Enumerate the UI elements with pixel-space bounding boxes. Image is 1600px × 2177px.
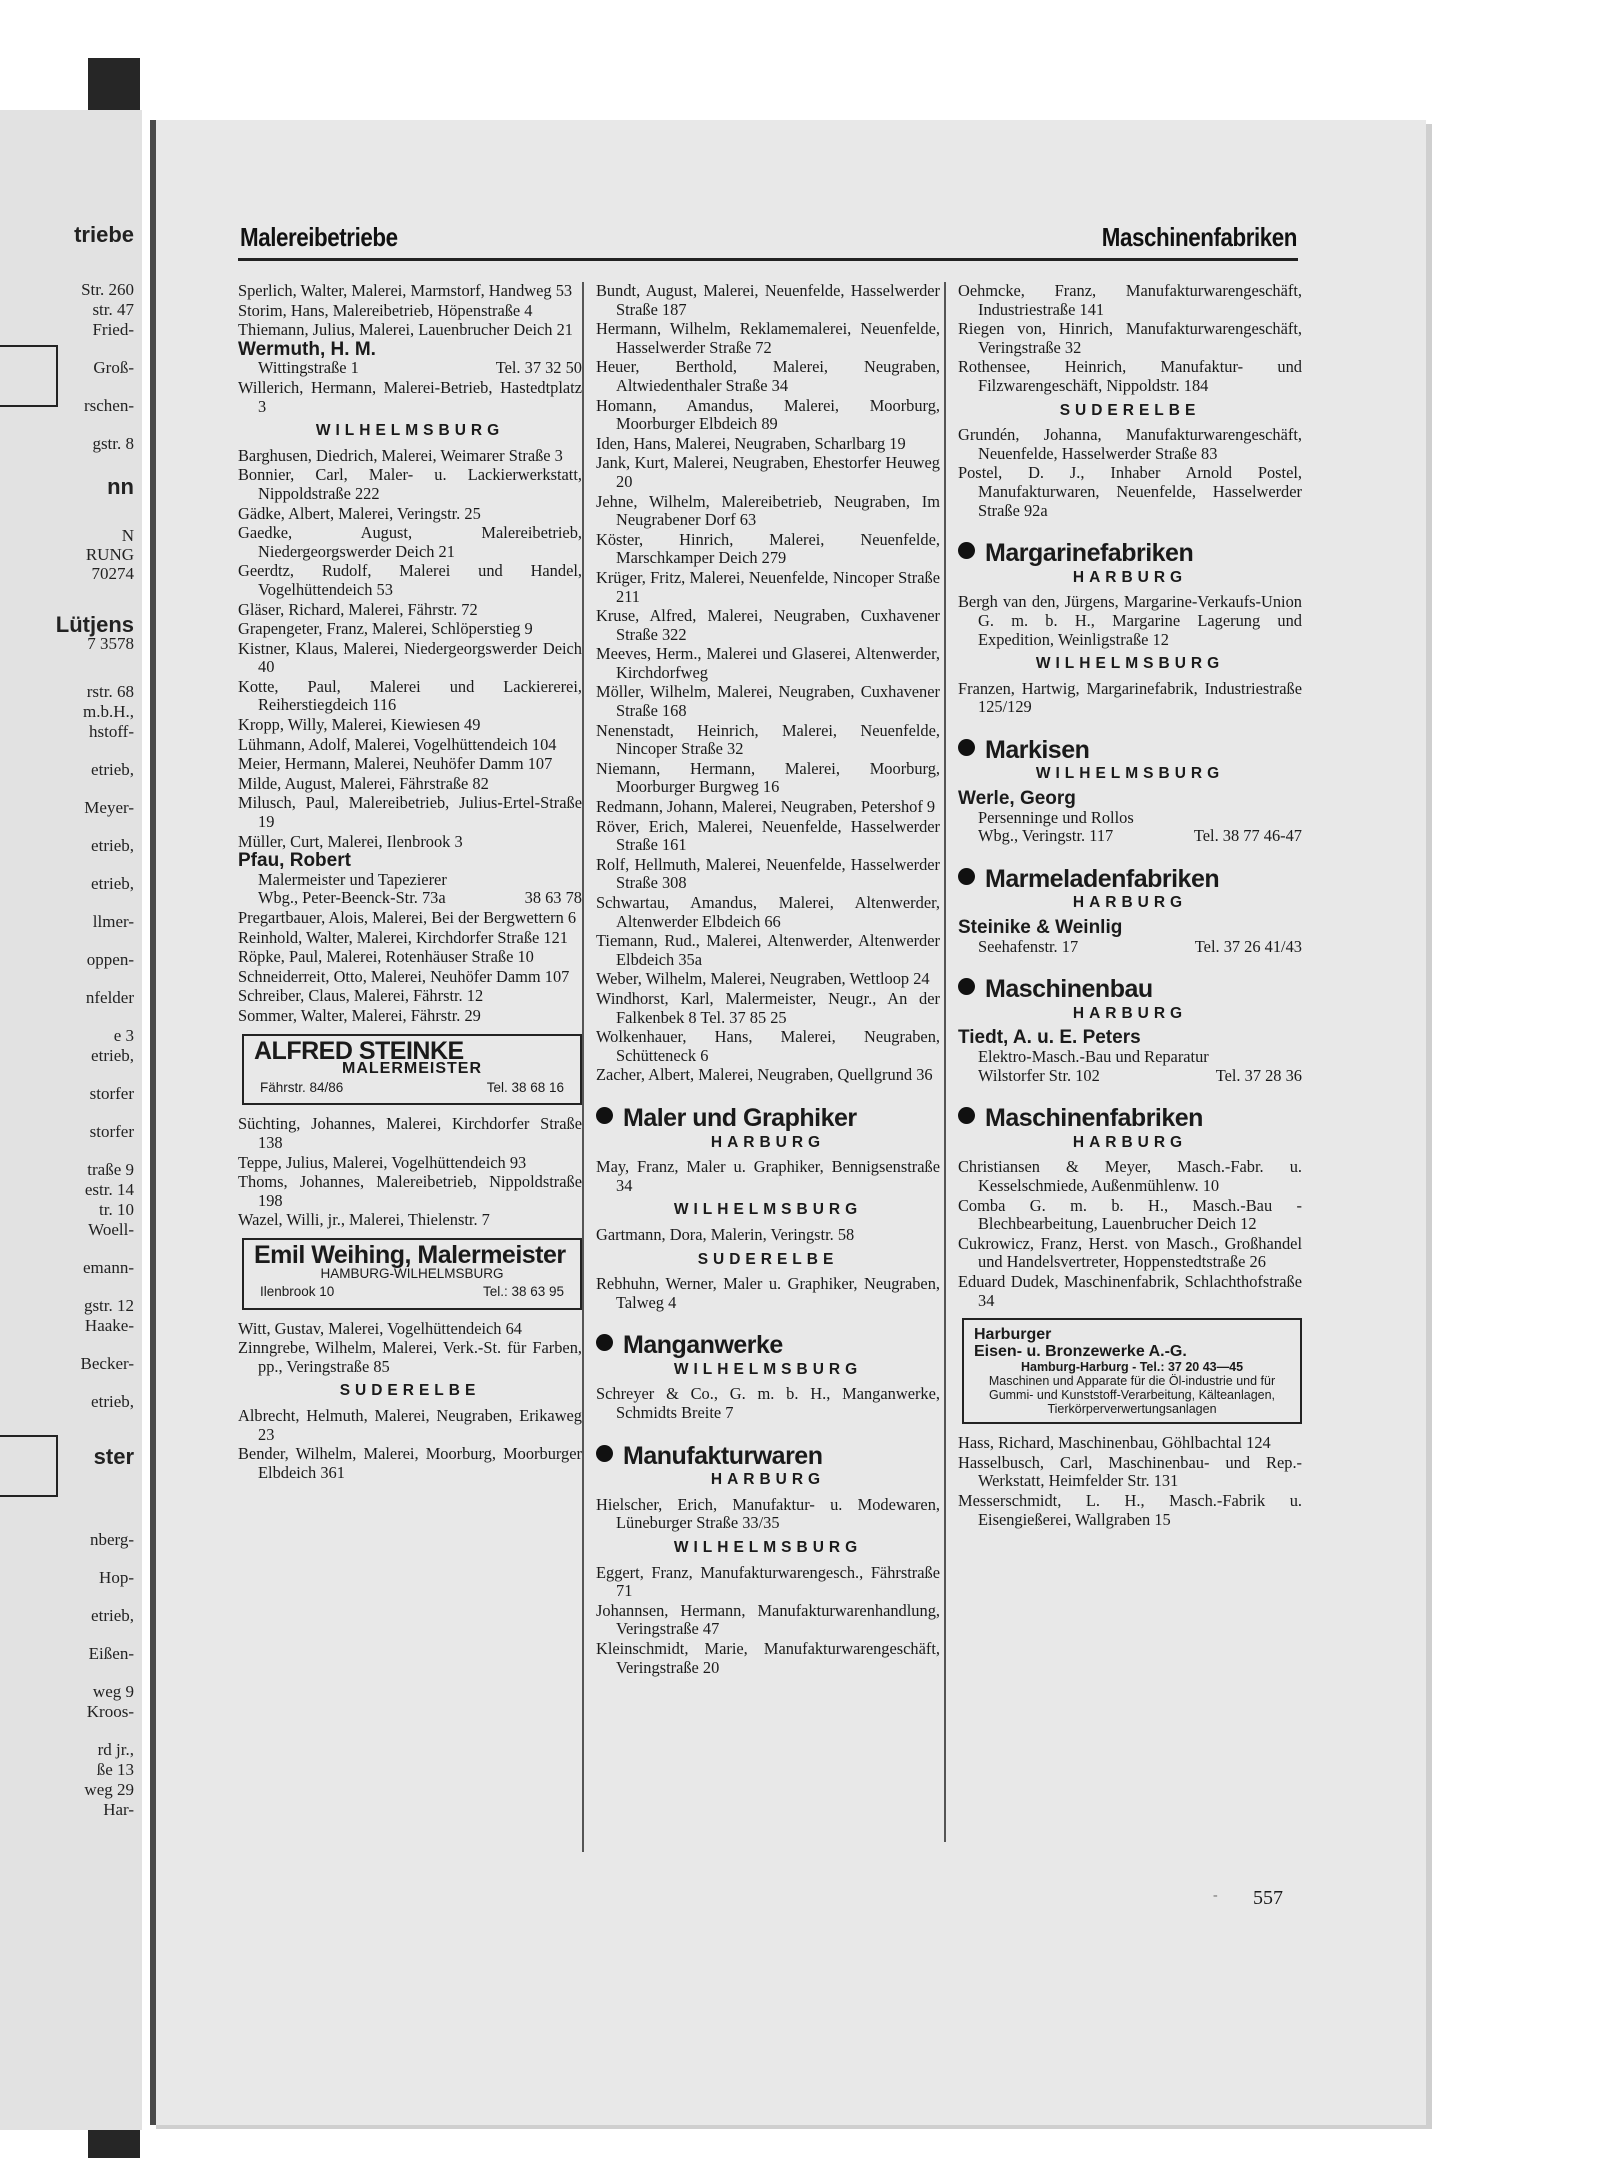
prev-page-fragment: weg 9 [92,1682,134,1701]
section-title: Markisen [985,735,1090,764]
section-heading [596,1331,940,1360]
directory-entry: Thoms, Johannes, Malereibetrieb, Nippoldstraße 198 [238,1172,582,1210]
prev-page-fragment: etrieb, [91,1046,134,1065]
prev-page-fragment: etrieb, [91,1606,134,1625]
region-heading: WILHELMSBURG [673,1201,863,1219]
region-heading: HARBURG [710,1133,826,1151]
section-heading [596,1103,940,1132]
directory-entry: Bergh van den, Jürgens, Margarine-Verkaufs-Union G. m. b. H., Margarine Lagerung und Expedition, Weinligstraße 12 [958,592,1302,649]
column-1 [238,282,582,1483]
prev-page-fragment: etrieb, [91,1392,134,1411]
section-heading [958,1104,1302,1133]
prev-page-fragment: ster [93,1444,134,1469]
directory-entry: Müller, Curt, Malerei, Ilenbrook 3 [238,831,463,851]
ad-company-name-line2: Eisen- u. Bronzewerke A.-G. [974,1343,1187,1361]
prev-page-fragment: weg 29 [84,1780,134,1799]
directory-entry: Teppe, Julius, Malerei, Vogelhüttendeich 93 [238,1152,527,1172]
directory-entry: Christiansen & Meyer, Masch.-Fabr. u. Kesselschmiede, Außenmühlenw. 10 [958,1157,1302,1195]
prev-page-fragment: Woell- [88,1220,134,1239]
advertiser-phone: Tel. 37 32 50 [495,358,582,378]
column-2 [596,282,940,1678]
advertiser-address: Wilstorfer Str. 102 [978,1065,1100,1085]
prev-page-fragment: Str. 260 [81,280,134,299]
directory-entry: Franzen, Hartwig, Margarinefabrik, Industriestraße 125/129 [958,678,1302,717]
region-heading: WILHELMSBURG [673,1539,863,1557]
header-rule [238,258,1298,261]
section-title: Maler und Graphiker [623,1103,857,1132]
advertiser-address: Seehafenstr. 17 [978,936,1079,956]
directory-entry: Gartmann, Dora, Malerin, Veringstr. 58 [596,1224,855,1244]
prev-page-fragment: str. 47 [92,300,134,319]
directory-entry: Grundén, Johanna, Manufakturwarengeschäft, Neuenfelde, Hasselwerder Straße 83 [958,425,1302,463]
directory-entry: Grapengeter, Franz, Malerei, Schlöperstieg 9 [238,619,533,639]
prev-page-fragment: rd jr., [97,1740,134,1759]
advertiser-description: Malermeister und Tapezierer [258,869,447,889]
directory-entry: Heuer, Berthold, Malerei, Neugraben, Altwiedenthaler Straße 34 [596,357,940,395]
advertiser-address-row [978,1067,1302,1086]
ad-phone: Tel.: 38 63 95 [482,1284,564,1300]
directory-entry: Barghusen, Diedrich, Malerei, Weimarer Straße 3 [238,445,563,465]
directory-entry: Eduard Dudek, Maschinenfabrik, Schlachthofstraße 34 [958,1271,1302,1310]
directory-entry: Köster, Hinrich, Malerei, Neuenfelde, Marschkamper Deich 279 [596,529,940,568]
directory-entry: Zinngrebe, Wilhelm, Malerei, Verk.-St. für Farben, pp., Veringstraße 85 [238,1338,582,1376]
prev-page-fragment: etrieb, [91,760,134,779]
section-title: Marmeladenfabriken [985,864,1220,893]
advertised-entry [958,790,1302,846]
section-title: Manufakturwaren [623,1441,823,1470]
section-title: Maschinenfabriken [985,1104,1203,1133]
directory-entry: Postel, D. J., Inhaber Arnold Postel, Manufakturwaren, Neuenfelde, Hasselwerder Straße 92a [958,463,1302,520]
ad-address: Ilenbrook 10 [260,1284,335,1300]
region-heading: SUDERELBE [339,1382,481,1400]
directory-entry: Schreyer & Co., G. m. b. H., Manganwerke, Schmidts Breite 7 [596,1384,940,1423]
advertiser-description: Elektro-Masch.-Bau und Reparatur [978,1047,1209,1066]
prev-page-fragment: N [121,526,134,545]
directory-entry: Krüger, Fritz, Malerei, Neuenfelde, Nincoper Straße 211 [596,567,940,606]
directory-entry: Comba G. m. b. H., Masch.-Bau - Blechbearbeitung, Lauenbrucher Deich 12 [958,1195,1302,1234]
prev-page-fragment: Fried- [92,320,134,339]
directory-entry: Gläser, Richard, Malerei, Fährstr. 72 [238,599,478,619]
prev-page-fragment: rschen- [83,396,134,415]
section-heading [958,864,1302,893]
prev-page-fragment: 70274 [91,564,134,583]
directory-entry: Riegen von, Hinrich, Manufakturwarengeschäft, Veringstraße 32 [958,319,1302,357]
directory-entry: Schneiderreit, Otto, Malerei, Neuhöfer Damm 107 [238,966,570,986]
directory-entry: Gädke, Albert, Malerei, Veringstr. 25 [238,503,481,523]
ad-contact: Hamburg-Harburg - Tel.: 37 20 43—45 [1020,1360,1244,1375]
advertiser-address: Wbg., Veringstr. 117 [978,826,1114,846]
advertiser-address: Wittingstraße 1 [258,358,359,378]
directory-entry: Homann, Amandus, Malerei, Moorburg, Moorburger Elbdeich 89 [596,395,940,434]
prev-ad-box [0,345,58,407]
directory-entry: Iden, Hans, Malerei, Neugraben, Scharlbarg 19 [596,433,906,453]
directory-entry: Cukrowicz, Franz, Herst. von Masch., Großhandel und Handelsvertreter, Hoppenstedtstraße 26 [958,1233,1302,1272]
ad-location: HAMBURG-WILHELMSBURG [320,1265,504,1281]
prev-page-fragment: llmer- [92,912,134,931]
section-title: Maschinenbau [985,975,1153,1004]
directory-entry: Tiemann, Rud., Malerei, Altenwerder, Altenwerder Elbdeich 35a [596,931,940,969]
directory-entry: Kruse, Alfred, Malerei, Neugraben, Cuxhavener Straße 322 [596,606,940,644]
advertiser-name: Steinike & Weinlig [958,917,1123,939]
directory-entry: Hielscher, Erich, Manufaktur- u. Modewaren, Lüneburger Straße 33/35 [596,1494,940,1533]
bullet-icon [958,739,975,756]
directory-entry: Röver, Erich, Malerei, Neuenfelde, Hasselwerder Straße 161 [596,816,940,855]
advertised-entry [238,338,582,378]
prev-ad-box [0,1435,58,1497]
advertiser-address-row [258,359,582,378]
section-heading [958,975,1302,1004]
advertiser-name: Tiedt, A. u. E. Peters [958,1027,1141,1049]
prev-page-fragment: triebe [74,222,134,247]
directory-entry: Hasselbusch, Carl, Maschinenbau- und Rep.-Werkstatt, Heimfelder Str. 131 [958,1452,1302,1491]
bullet-icon [596,1445,613,1462]
page-header-left: Malereibetriebe [240,222,398,252]
advertiser-description: Persenninge und Rollos [978,807,1134,827]
bullet-icon [596,1334,613,1351]
advertiser-name: Pfau, Robert [238,850,351,872]
prev-page-fragment: gstr. 8 [92,434,134,453]
region-heading: HARBURG [1072,1133,1188,1151]
directory-entry: Pregartbauer, Alois, Malerei, Bei der Bergwettern 6 [238,908,577,927]
column-divider [582,282,584,1852]
prev-page-fragment: Becker- [80,1354,134,1373]
advertised-entry [958,1029,1302,1085]
directory-entry: Windhorst, Karl, Malermeister, Neugr., An der Falkenbek 8 Tel. 37 85 25 [596,988,940,1027]
directory-entry: Johannsen, Hermann, Manufakturwarenhandlung, Veringstraße 47 [596,1600,940,1639]
ad-company-name: Emil Weihing, Malermeister [254,1240,566,1269]
region-heading: SUDERELBE [1059,401,1201,419]
directory-entry: Oehmcke, Franz, Manufakturwarengeschäft, Industriestraße 141 [958,281,1302,319]
directory-entry: Niemann, Hermann, Malerei, Moorburg, Moorburger Burgweg 16 [596,758,940,797]
prev-page-fragment: oppen- [86,950,134,969]
prev-page-fragment: hstoff- [88,722,134,741]
ad-contact-row [254,1079,570,1098]
region-heading: WILHELMSBURG [673,1360,863,1378]
directory-entry: Storim, Hans, Malereibetrieb, Höpenstraße 4 [238,300,533,320]
previous-page-edge [0,110,142,2130]
advertised-entry [238,852,582,908]
ad-address: Fährstr. 84/86 [260,1079,344,1095]
prev-page-fragment: Haake- [84,1316,134,1335]
section-title: Manganwerke [623,1331,783,1360]
bullet-icon [958,542,975,559]
directory-entry: Schwartau, Amandus, Malerei, Altenwerder, Altenwerder Elbdeich 66 [596,893,940,931]
bullet-icon [958,868,975,885]
directory-entry: Nenenstadt, Heinrich, Malerei, Neuenfelde, Nincoper Straße 32 [596,720,940,759]
advertised-entry [958,919,1302,956]
page-number: 557 [1253,1887,1283,1909]
bullet-icon [958,1107,975,1124]
prev-page-fragment: emann- [83,1258,134,1277]
directory-entry: Hermann, Wilhelm, Reklamemalerei, Neuenfelde, Hasselwerder Straße 72 [596,319,940,357]
prev-page-fragment: storfer [89,1084,134,1103]
section-heading [596,1441,940,1470]
directory-entry: Gaedke, August, Malereibetrieb, Niedergeorgswerder Deich 21 [238,523,582,561]
section-heading [958,735,1302,764]
prev-page-fragment: rstr. 68 [86,682,134,701]
prev-page-fragment: Groß- [93,358,134,377]
prev-page-fragment: ße 13 [96,1760,134,1779]
directory-entry: Wolkenhauer, Hans, Malerei, Neugraben, Schütteneck 6 [596,1027,940,1065]
section-heading [958,539,1302,568]
directory-entry: Rebhuhn, Werner, Maler u. Graphiker, Neugraben, Talweg 4 [596,1274,940,1312]
directory-entry: Witt, Gustav, Malerei, Vogelhüttendeich 64 [238,1318,522,1338]
bullet-icon [596,1107,613,1124]
advertiser-phone: Tel. 37 28 36 [1215,1065,1302,1085]
directory-entry: Möller, Wilhelm, Malerei, Neugraben, Cuxhavener Straße 168 [596,682,940,721]
directory-entry: Kistner, Klaus, Malerei, Niedergeorgswerder Deich 40 [238,638,582,677]
directory-entry: Redmann, Johann, Malerei, Neugraben, Petershof 9 [596,797,936,817]
advertiser-phone: 38 63 78 [524,888,582,908]
prev-page-fragment: storfer [89,1122,134,1141]
directory-entry: Schreiber, Claus, Malerei, Fährstr. 12 [238,986,484,1006]
directory-entry: Eggert, Franz, Manufakturwarengesch., Fährstraße 71 [596,1562,940,1601]
prev-page-fragment: etrieb, [91,836,134,855]
directory-entry: Meier, Hermann, Malerei, Neuhöfer Damm 107 [238,754,553,774]
directory-entry: Messerschmidt, L. H., Masch.-Fabrik u. Eisengießerei, Wallgraben 15 [958,1490,1302,1529]
prev-page-fragment: nberg- [89,1530,134,1549]
prev-page-fragment: Lütjens [55,612,134,637]
directory-entry: Lühmann, Adolf, Malerei, Vogelhüttendeich 104 [238,734,557,754]
column-3 [958,282,1302,1530]
page-header-right: Maschinenfabriken [1101,222,1297,252]
directory-entry: Kleinschmidt, Marie, Manufakturwarengeschäft, Veringstraße 20 [596,1639,940,1677]
advertisement-box [962,1318,1302,1424]
directory-entry: Kropp, Willy, Malerei, Kiewiesen 49 [238,715,481,735]
prev-page-fragment: tr. 10 [99,1200,134,1219]
directory-entry: Bundt, August, Malerei, Neuenfelde, Hasselwerder Straße 187 [596,281,940,319]
directory-entry: Reinhold, Walter, Malerei, Kirchdorfer Straße 121 [238,927,568,947]
directory-entry: Bender, Wilhelm, Malerei, Moorburg, Moorburger Elbdeich 361 [238,1444,582,1482]
directory-entry: Wazel, Willi, jr., Malerei, Thielenstr. 7 [238,1210,490,1230]
advertiser-name: Werle, Georg [958,788,1076,810]
directory-entry: Bonnier, Carl, Maler- u. Lackierwerkstatt, Nippoldstraße 222 [238,465,582,503]
directory-entry: Albrecht, Helmuth, Malerei, Neugraben, Erikaweg 23 [238,1406,582,1444]
prev-page-fragment: Hop- [99,1568,134,1587]
prev-page-fragment: Meyer- [84,798,134,817]
advertisement-box [242,1034,582,1106]
advertiser-address-row [258,889,582,908]
ad-contact-row [254,1283,570,1302]
directory-entry: Zacher, Albert, Malerei, Neugraben, Quellgrund 36 [596,1065,933,1085]
directory-entry: Röpke, Paul, Malerei, Rotenhäuser Straße 10 [238,947,534,967]
directory-entry: Sperlich, Walter, Malerei, Marmstorf, Handweg 53 [238,281,573,300]
prev-page-fragment: Kroos- [86,1702,134,1721]
prev-page-fragment: gstr. 12 [83,1296,134,1315]
ad-company-name: ALFRED STEINKE [254,1036,464,1065]
directory-entry: Milde, August, Malerei, Fährstraße 82 [238,773,489,793]
region-heading: WILHELMSBURG [315,422,505,440]
ad-description: Maschinen und Apparate für die Öl-industrie und für Gummi- und Kunststoff-Verarbeitung, Kälteanlagen, Tierkörperverwertungsanlagen [988,1374,1276,1417]
prev-page-fragment: Eißen- [88,1644,134,1663]
page-mark: ‐ [1213,1888,1218,1903]
directory-entry: Geerdtz, Rudolf, Malerei und Handel, Vogelhüttendeich 53 [238,561,582,599]
region-heading: HARBURG [1072,568,1188,586]
prev-page-fragment: nfelder [85,988,134,1007]
directory-entry: Süchting, Johannes, Malerei, Kirchdorfer Straße 138 [238,1114,582,1152]
directory-entry: Thiemann, Julius, Malerei, Lauenbrucher Deich 21 [238,320,573,340]
advertiser-address-row [978,938,1302,957]
directory-entry: Milusch, Paul, Malereibetrieb, Julius-Ertel-Straße 19 [238,793,582,832]
region-heading: HARBURG [1072,1004,1188,1022]
region-heading: SUDERELBE [697,1250,839,1268]
prev-page-fragment: estr. 14 [84,1180,134,1199]
directory-entry: Jank, Kurt, Malerei, Neugraben, Ehestorfer Heuweg 20 [596,453,940,491]
advertiser-phone: Tel. 37 26 41/43 [1194,936,1302,956]
advertiser-name: Wermuth, H. M. [238,338,376,360]
prev-page-fragment: e 3 [113,1026,134,1045]
region-heading: WILHELMSBURG [1035,765,1225,783]
advertiser-phone: Tel. 38 77 46-47 [1193,826,1302,846]
directory-entry: Willerich, Hermann, Malerei-Betrieb, Hastedtplatz 3 [238,377,582,416]
prev-page-fragment: 7 3578 [87,634,134,653]
directory-entry: Rothensee, Heinrich, Manufaktur- und Filzwarengeschäft, Nippoldstr. 184 [958,357,1302,395]
advertisement-box [242,1238,582,1310]
region-heading: WILHELMSBURG [1035,655,1225,673]
directory-entry: Meeves, Herm., Malerei und Glaserei, Altenwerder, Kirchdorfweg [596,644,940,682]
directory-entry: Kotte, Paul, Malerei und Lackiererei, Reiherstiegdeich 116 [238,676,582,715]
directory-entry: Sommer, Walter, Malerei, Fährstr. 29 [238,1005,481,1025]
prev-page-fragment: RUNG [85,545,134,564]
region-heading: HARBURG [1072,894,1188,912]
advertiser-address: Wbg., Peter-Beenck-Str. 73a [258,888,446,908]
advertiser-address-row [978,827,1302,846]
directory-entry: Weber, Wilhelm, Malerei, Neugraben, Wettloop 24 [596,969,930,989]
prev-page-fragment: etrieb, [91,874,134,893]
ad-trade: MALERMEISTER [342,1060,482,1078]
prev-page-fragment: traße 9 [87,1160,134,1179]
section-title: Margarinefabriken [985,539,1194,568]
directory-entry: Rolf, Hellmuth, Malerei, Neuenfelde, Hasselwerder Straße 308 [596,854,940,893]
column-divider [944,282,946,1842]
prev-page-fragment: Har- [103,1800,134,1819]
prev-page-fragment: m.b.H., [83,702,134,721]
directory-entry: Jehne, Wilhelm, Malereibetrieb, Neugraben, Im Neugrabener Dorf 63 [596,491,940,530]
directory-entry: May, Franz, Maler u. Graphiker, Bennigsenstraße 34 [596,1157,940,1195]
directory-entry: Hass, Richard, Maschinenbau, Göhlbachtal 124 [958,1433,1271,1453]
ad-phone: Tel. 38 68 16 [486,1079,564,1095]
prev-page-fragment: nn [107,474,134,499]
ad-company-name: Harburger [974,1326,1052,1344]
region-heading: HARBURG [710,1471,826,1489]
bullet-icon [958,978,975,995]
